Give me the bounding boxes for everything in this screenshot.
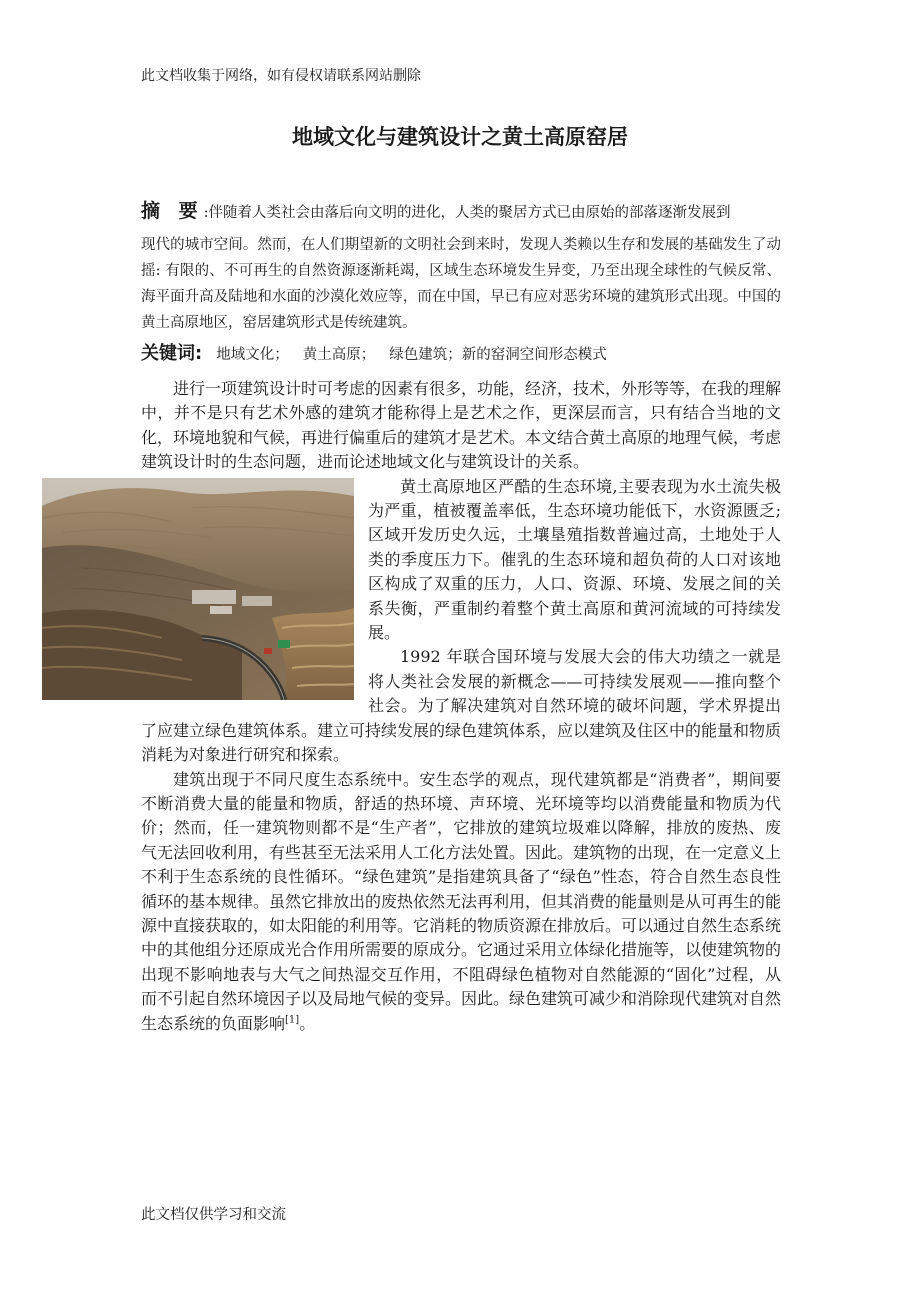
document-title: 地域文化与建筑设计之黄土高原窑居 bbox=[292, 125, 628, 149]
footer-disclaimer: 此文档仅供学习和交流 bbox=[141, 1207, 286, 1223]
paragraph-sustainability: 1992 年联合国环境与发展大会的伟大功绩之一就是将人类社会发展的新概念——可持续发展观——推向整个社会。为了解决建筑对自然环境的破坏问题，学术界提出了应建立绿色建筑体系。建立可持续发展的绿色建筑体系，应以建筑及住区中的能量和物质消耗为对象进行研究和探索。 bbox=[141, 647, 782, 765]
abstract-text: 现代的城市空间。然而，在人们期望新的文明社会到来时，发现人类赖以生存和发展的基础发生了动摇: 有限的、不可再生的自然资源逐渐耗竭，区域生态环境发生异变，乃至出现全球性的气候反常、海平面升高及陆地和水面的沙漠化效应等，而在中国，早已有应对恶劣环境的建筑形式出现。中国的黄土高原地区，窑居建筑形式是传统建筑。 bbox=[141, 237, 781, 331]
header-disclaimer: 此文档收集于网络，如有侵权请联系网站删除 bbox=[141, 68, 421, 84]
abstract-first-line bbox=[141, 196, 781, 228]
paragraph-ecology: 黄土高原地区严酷的生态环境,主要表现为水土流失极为严重，植被覆盖率低，生态环境功能低下，水资源匮乏; 区域开发历史久远，土壤垦殖指数普遍过高，土地处于人类的季度压力下。催乳的生态环境和超负荷的人口对该地区构成了双重的压力，人口、资源、环境、发展之间的关系失衡，严重制约着整个黄土高原和黄河流域的可持续发展。 bbox=[368, 476, 781, 643]
abstract-first-text: 伴随着人类社会由落后向文明的进化，人类的聚居方式已由原始的部落逐渐发展到 bbox=[208, 205, 731, 221]
landscape-image bbox=[42, 478, 354, 700]
abstract-section bbox=[141, 196, 781, 336]
keyword-item: 黄土高原； bbox=[302, 347, 376, 363]
keywords-section bbox=[141, 341, 781, 368]
abstract-label: 摘 要 bbox=[141, 200, 204, 222]
keyword-item: 地域文化； bbox=[216, 347, 289, 363]
paragraph-intro: 进行一项建筑设计时可考虑的因素有很多，功能，经济，技术，外形等等，在我的理解中，并不是只有艺术外感的建筑才能称得上是艺术之作，更深层而言，只有结合当地的文化，环境地貌和气候，再进行偏重后的建筑才是艺术。本文结合黄土高原的地理气候，考虑建筑设计时的生态问题，进而论述地域文化与建筑设计的关系。 bbox=[141, 379, 782, 472]
green-building-end: 。 bbox=[299, 1013, 316, 1033]
keyword-item: 绿色建筑；新的窑洞空间形态模式 bbox=[389, 347, 607, 363]
green-building-text: 建筑出现于不同尺度生态系统中。安生态学的观点，现代建筑都是“消费者”，期间要不断消费大量的能量和物质，舒适的热环境、声环境、光环境等均以消费能量和物质为代价；然而，任一建筑物则都不是“生产者”，它排放的建筑垃圾难以降解，排放的废热、废气无法回收利用，有些甚至无法采用人工化方法处置。因此。建筑物的出现，在一定意义上不利于生态系统的良性循环。“绿色建筑”是指建筑具备了“绿色”性态，符合自然生态良性循环的基本规律。虽然它排放出的废热依然无法再利用，但其消费的能量则是从可再生的能源中直接获取的，如太阳能的利用等。它消耗的物质资源在排放后。可以通过自然生态系统中的其他组分还原成光合作用所需要的原成分。它通过采用立体绿化措施等，以使建筑物的出现不影响地表与大气之间热湿交互作用，不阻碍绿色植物对自然能源的“固化”过程，从而不引起自然环境因子以及局地气候的变异。因此。绿色建筑可减少和消除现代建筑对自然生态系统的负面影响 bbox=[141, 769, 782, 1033]
paragraph-green-building bbox=[141, 768, 781, 1036]
keywords-label: 关键词: bbox=[141, 343, 203, 364]
citation-ref: [1] bbox=[285, 1014, 300, 1026]
body-text bbox=[141, 377, 781, 1036]
loess-plateau-photo bbox=[42, 478, 354, 700]
abstract-colon: : bbox=[203, 205, 209, 221]
